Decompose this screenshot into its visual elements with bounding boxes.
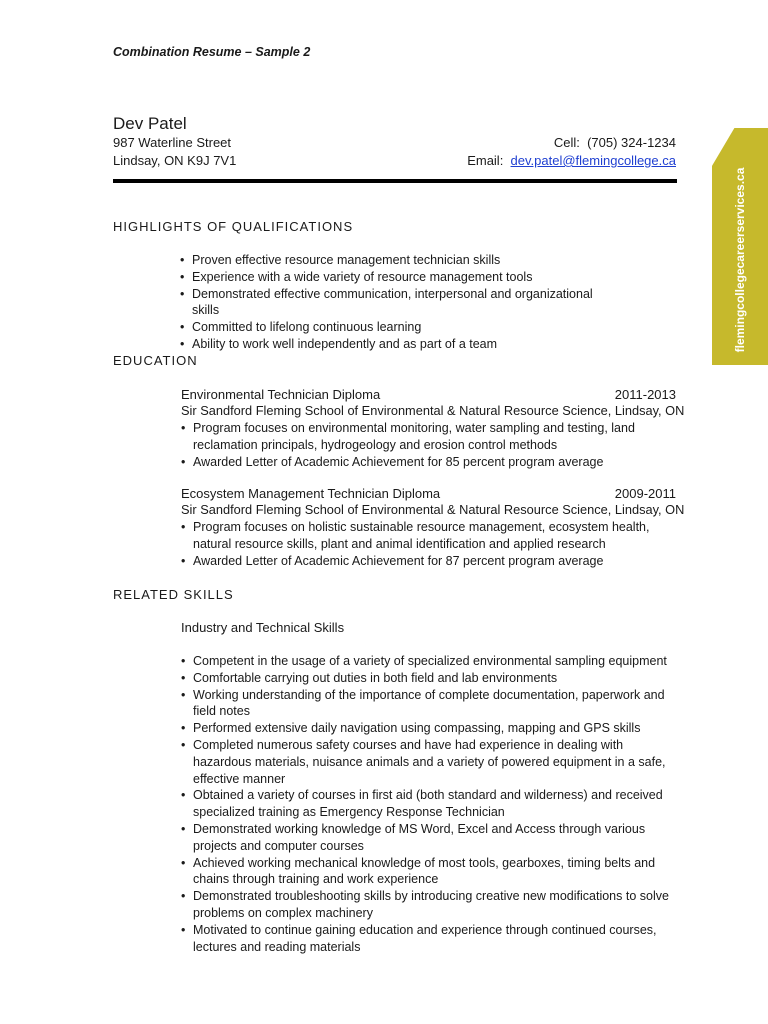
list-item: • Program focuses on environmental monitoring, water sampling and testing, land reclamation principals, hydrogeology and erosion control methods — [181, 420, 677, 454]
list-item: • Proven effective resource management technician skills — [180, 252, 600, 269]
list-item: • Awarded Letter of Academic Achievement for 85 percent program average — [181, 454, 677, 471]
list-item: • Demonstrated working knowledge of MS Word, Excel and Access through various projects and computer courses — [181, 821, 677, 855]
highlights-list — [180, 252, 600, 353]
list-item: • Working understanding of the importance of complete documentation, paperwork and field notes — [181, 687, 677, 721]
cell-value: (705) 324-1234 — [587, 135, 676, 150]
list-item: • Obtained a variety of courses in first aid (both standard and wilderness) and received specialized training as Emergency Response Technician — [181, 787, 677, 821]
list-item: • Performed extensive daily navigation using compassing, mapping and GPS skills — [181, 720, 677, 737]
side-tab-text: flemingcollegecareerservices.ca — [733, 167, 747, 353]
list-item: • Motivated to continue gaining education and experience through continued courses, lectures and reading materials — [181, 922, 677, 956]
list-item: • Program focuses on holistic sustainable resource management, ecosystem health, natural resource skills, plant and animal identification and applied research — [181, 519, 677, 553]
email-label: Email: — [467, 153, 504, 168]
list-item: • Competent in the usage of a variety of specialized environmental sampling equipment — [181, 653, 677, 670]
list-item: • Achieved working mechanical knowledge of most tools, gearboxes, timing belts and chains through training and work experience — [181, 855, 677, 889]
education-entry-school: Sir Sandford Fleming School of Environmental & Natural Resource Science, Lindsay, ON — [181, 403, 685, 418]
email-contact — [467, 153, 676, 168]
education-entry-years: 2009-2011 — [614, 486, 676, 501]
list-item: • Demonstrated troubleshooting skills by introducing creative new modifications to solve problems on complex machinery — [181, 888, 677, 922]
list-item: • Ability to work well independently and as part of a team — [180, 336, 600, 353]
skills-list — [181, 653, 677, 955]
address-line-2: Lindsay, ON K9J 7V1 — [113, 153, 237, 168]
header-divider — [113, 179, 677, 183]
list-item: • Experience with a wide variety of resource management tools — [180, 269, 600, 286]
list-item: • Comfortable carrying out duties in both field and lab environments — [181, 670, 677, 687]
list-item: • Awarded Letter of Academic Achievement for 87 percent program average — [181, 553, 677, 570]
highlights-heading: HIGHLIGHTS OF QUALIFICATIONS — [113, 219, 354, 234]
list-item: • Demonstrated effective communication, interpersonal and organizational skills — [180, 286, 600, 320]
education-entry-bullets — [181, 519, 677, 569]
candidate-name: Dev Patel — [113, 114, 187, 133]
education-entry-school: Sir Sandford Fleming School of Environmental & Natural Resource Science, Lindsay, ON — [181, 502, 685, 517]
skills-subheading: Industry and Technical Skills — [181, 620, 345, 635]
email-link[interactable]: dev.patel@flemingcollege.ca — [510, 153, 676, 168]
education-entry-bullets — [181, 420, 677, 470]
education-entry-title: Environmental Technician Diploma — [181, 387, 381, 402]
education-entry-title: Ecosystem Management Technician Diploma — [181, 486, 441, 501]
education-entry-years: 2011-2013 — [614, 387, 676, 402]
list-item: • Committed to lifelong continuous learning — [180, 319, 600, 336]
address-line-1: 987 Waterline Street — [113, 135, 232, 150]
list-item: • Completed numerous safety courses and have had experience in dealing with hazardous materials, nuisance animals and a variety of powered equipment in a safe, effective manner — [181, 737, 677, 787]
education-heading: EDUCATION — [113, 353, 198, 368]
skills-heading: RELATED SKILLS — [113, 587, 234, 602]
document-label: Combination Resume – Sample 2 — [113, 45, 311, 59]
cell-contact — [554, 135, 676, 150]
cell-label: Cell: — [553, 135, 580, 150]
